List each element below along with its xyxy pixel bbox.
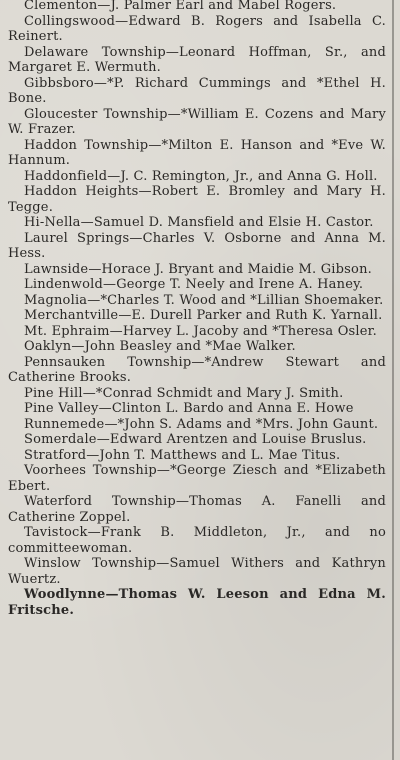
committee-names: *Charles T. Wood and *Lillian Shoemaker. [100, 292, 384, 308]
dash: — [86, 447, 100, 463]
entry-collingswood [8, 14, 386, 45]
entry-somerdale [8, 432, 386, 448]
committee-names: Clinton L. Bardo and Anna E. Howe [111, 401, 354, 416]
dash: — [97, 0, 111, 13]
entry-pine-valley [8, 401, 386, 417]
committee-names: *Andrew Stewart and Catherine Brooks. [8, 354, 386, 385]
town-name: Lawnside [24, 261, 89, 277]
town-name: Gibbsboro [24, 75, 94, 91]
dash: — [87, 525, 101, 540]
committee-names: Thomas W. Leeson and Edna M. Fritsche. [8, 587, 386, 618]
column-rule [392, 0, 394, 760]
entry-delaware-township [8, 45, 386, 76]
dash: — [129, 230, 143, 246]
town-name: Collingswood [24, 13, 116, 29]
committee-names: Samuel Withers and Kathryn Wuertz. [8, 556, 386, 587]
dash: — [87, 292, 101, 308]
committee-names: J. Palmer Earl and Mabel Rogers. [110, 0, 337, 13]
dash: — [98, 401, 112, 416]
dash: — [107, 168, 121, 184]
committee-names: Frank B. Middleton, Jr., and no committeewoman. [8, 525, 386, 556]
entry-voorhees-township [8, 463, 386, 494]
entry-haddonfield [8, 169, 386, 185]
town-name: Tavistock [24, 525, 88, 540]
town-name: Stratford [24, 447, 87, 463]
entry-winslow-township [8, 556, 386, 587]
entry-waterford-township [8, 494, 386, 525]
committee-names: Harvey L. Jacoby and *Theresa Osler. [122, 323, 377, 339]
dash: — [167, 106, 181, 122]
town-name: Haddon Township [24, 137, 149, 153]
town-name: Pine Hill [24, 385, 83, 401]
town-name: Runnemede [24, 416, 105, 432]
entry-woodlynne [8, 587, 386, 618]
town-name: Hi-Nella [24, 215, 81, 230]
entry-laurel-springs [8, 231, 386, 262]
dash: — [138, 184, 152, 199]
committee-names: *Conrad Schmidt and Mary J. Smith. [95, 385, 344, 401]
entry-mt-ephraim [8, 324, 386, 340]
entry-magnolia [8, 293, 386, 309]
entry-stratford [8, 448, 386, 464]
town-name: Winslow Township [24, 556, 157, 571]
dash: — [156, 556, 170, 571]
dash: — [109, 323, 123, 339]
entry-tavistock [8, 525, 386, 556]
town-name: Laurel Springs [24, 230, 130, 246]
dash: — [71, 339, 85, 354]
committee-names: Thomas A. Fanelli and Catherine Zoppel. [8, 494, 386, 525]
committee-names: John T. Matthews and L. Mae Titus. [99, 447, 341, 463]
town-name: Pennsauken Township [24, 354, 192, 370]
dash: — [175, 494, 190, 509]
entry-pine-hill [8, 386, 386, 402]
committee-names: George T. Neely and Irene A. Haney. [116, 277, 364, 292]
committee-names: *George Ziesch and *Elizabeth Ebert. [8, 463, 386, 494]
entry-gloucester-township [8, 107, 386, 138]
dash: — [118, 308, 132, 323]
town-name: Merchantville [24, 308, 119, 323]
town-name: Mt. Ephraim [24, 323, 110, 339]
dash: — [102, 277, 117, 292]
entry-clementon [8, 0, 386, 14]
dash: — [191, 354, 205, 370]
dash: — [148, 137, 162, 153]
town-name: Somerdale [24, 432, 97, 447]
town-name: Pine Valley [24, 401, 99, 416]
committee-names: *Milton E. Hanson and *Eve W. Hannum. [8, 137, 386, 168]
entry-oaklyn [8, 339, 386, 355]
committee-names: E. Durell Parker and Ruth K. Yarnall. [131, 308, 383, 323]
committee-names: John Beasley and *Mae Walker. [84, 339, 296, 354]
town-name: Delaware Township [24, 44, 166, 60]
committee-names: *John S. Adams and *Mrs. John Gaunt. [117, 416, 379, 432]
dash: — [96, 432, 110, 447]
dash: — [104, 416, 118, 432]
committee-names: Robert E. Bromley and Mary H. Tegge. [8, 184, 386, 215]
entry-pennsauken-township [8, 355, 386, 386]
entry-haddon-township [8, 138, 386, 169]
town-name: Oaklyn [24, 339, 72, 354]
dash: — [88, 261, 102, 277]
committee-names: Samuel D. Mansfield and Elsie H. Castor. [93, 215, 374, 230]
town-name: Waterford Township [24, 494, 176, 509]
committee-names: Edward B. Rogers and Isabella C. Reinert. [8, 13, 386, 44]
entry-runnemede [8, 417, 386, 433]
committee-names: Charles V. Osborne and Anna M. Hess. [8, 230, 386, 261]
dash: — [93, 75, 108, 91]
text-column [8, 0, 386, 618]
entry-lawnside [8, 262, 386, 278]
committee-names: *William E. Cozens and Mary W. Frazer. [8, 106, 386, 137]
committee-names: *P. Richard Cummings and *Ethel H. Bone. [8, 75, 386, 106]
town-name: Haddon Heights [24, 184, 139, 199]
entry-hi-nella [8, 215, 386, 231]
town-name: Gloucester Township [24, 106, 168, 122]
committee-names: Leonard Hoffman, Sr., and Margaret E. Wermuth. [8, 44, 386, 75]
town-name: Voorhees Township [24, 463, 157, 478]
committee-names: Horace J. Bryant and Maidie M. Gibson. [101, 261, 372, 277]
entry-lindenwold [8, 277, 386, 293]
committee-names: Edward Arentzen and Louise Bruslus. [109, 432, 367, 447]
committee-names: J. C. Remington, Jr., and Anna G. Holl. [120, 168, 378, 184]
entry-haddon-heights [8, 184, 386, 215]
town-name: Woodlynne [24, 587, 106, 602]
town-name: Haddonfield [24, 168, 108, 184]
town-name: Clementon [24, 0, 98, 13]
town-name: Magnolia [24, 292, 88, 308]
dash: — [156, 463, 171, 478]
entry-gibbsboro [8, 76, 386, 107]
dash: — [80, 215, 94, 230]
dash: — [105, 587, 119, 602]
dash: — [82, 385, 96, 401]
town-name: Lindenwold [24, 277, 103, 292]
entry-merchantville [8, 308, 386, 324]
dash: — [165, 44, 180, 60]
dash: — [115, 13, 129, 29]
